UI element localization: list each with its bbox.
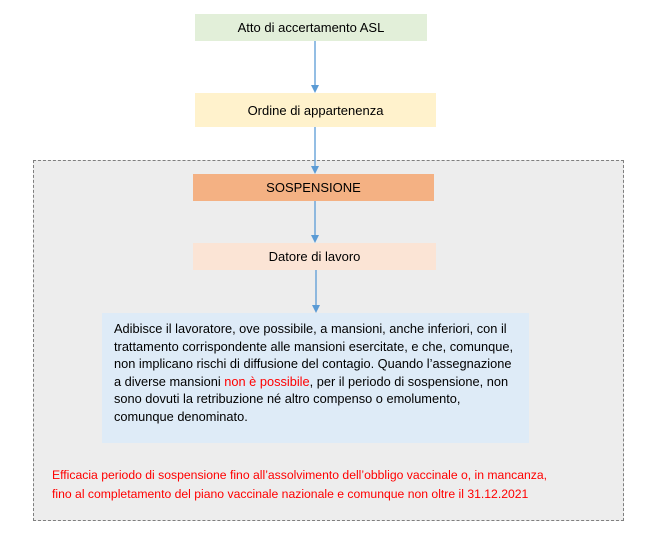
step-datore-di-lavoro <box>193 243 436 270</box>
step-label: SOSPENSIONE <box>266 180 361 195</box>
arrow-down-2 <box>309 127 321 174</box>
suspension-validity-note <box>52 466 612 504</box>
note-line-2: fino al completamento del piano vaccinale nazionale e comunque non oltre il 31.12.2021 <box>52 487 529 501</box>
note-line-1: Efficacia periodo di sospensione fino all’assolvimento dell’obbligo vaccinale o, in mancanza, <box>52 468 548 482</box>
description-text-end: , per il periodo di sospensione, non sono dovuti la retribuzione né altro compenso o emolumento, comunque denominato. <box>114 373 509 424</box>
step-label: Datore di lavoro <box>268 249 361 264</box>
description-highlight: non è possibile <box>224 373 310 389</box>
arrow-down-1 <box>309 41 321 93</box>
step-label: Ordine di appartenenza <box>247 102 384 118</box>
step-sospensione <box>193 174 434 201</box>
step-label: Atto di accertamento ASL <box>237 20 385 35</box>
description-text: Adibisce il lavoratore, ove possibile, a mansioni, anche inferiori, con il trattamento corrispondente alle mansioni esercitate, e che, comunque, non implicano rischi di diffusione del contagio. Quando l’assegnazione a diverse mansioni <box>114 321 514 389</box>
step-atto-accertamento-asl <box>195 14 427 41</box>
arrow-down-3 <box>309 201 321 243</box>
arrow-down-4 <box>310 270 322 313</box>
step-ordine-appartenenza <box>195 93 436 127</box>
employer-obligations-text <box>102 313 529 443</box>
